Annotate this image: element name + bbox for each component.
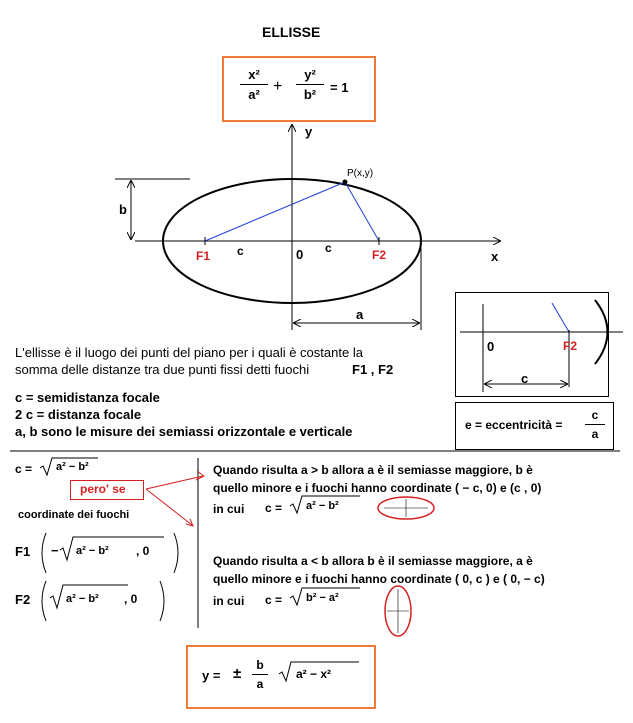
inset-f2-label: F2 <box>563 339 578 353</box>
equation-rhs: = 1 <box>330 80 349 95</box>
definition-foci: F1 , F2 <box>352 362 394 377</box>
case2-incui: in cui <box>213 594 245 608</box>
f1-radicand: a² − b² <box>76 545 109 557</box>
page-title: ELLISSE <box>262 24 321 40</box>
case2-c-eq: c = <box>265 593 283 607</box>
definition-line-1: L'ellisse è il luogo dei punti del piano per i quali è costante la <box>15 345 363 360</box>
case1-line-1: Quando risulta a > b allora a è il semiasse maggiore, b è <box>213 463 533 477</box>
definition-c: c = semidistanza focale <box>15 390 160 405</box>
foci-coords-label: coordinate dei fuochi <box>18 509 130 521</box>
f1-label: F1 <box>196 249 211 263</box>
case2-line-2: quello minore e i fuochi hanno coordinate ( 0, c ) e ( 0, − c) <box>213 572 545 586</box>
bottom-pm: ± <box>233 665 242 682</box>
inset-origin-label: 0 <box>487 339 495 354</box>
fraction-numerator: c <box>591 408 599 422</box>
a-label: a <box>356 307 364 322</box>
point-p <box>343 180 348 185</box>
case1-incui: in cui <box>213 502 245 516</box>
vertical-ellipse-icon <box>380 583 416 639</box>
f2-radicand: a² − b² <box>66 593 99 605</box>
case1-line-2: quello minore e i fuochi hanno coordinate ( − c, 0) e (c , 0) <box>213 481 542 495</box>
pero-se-label: pero' se <box>80 482 126 496</box>
fraction-denominator: a <box>256 677 264 691</box>
f2-coord-label: F2 <box>15 592 31 607</box>
inset-diagram <box>455 292 625 400</box>
case2-line-1: Quando risulta a < b allora b è il semiasse maggiore, a è <box>213 554 533 568</box>
fraction-denominator: b² <box>303 87 317 102</box>
case1-c-eq: c = <box>265 501 283 515</box>
plus-sign: + <box>273 78 283 95</box>
f1-coord-expression <box>36 530 216 576</box>
f1-rest: , 0 <box>136 544 150 558</box>
focal-line-f2 <box>345 182 379 241</box>
fraction-numerator: y² <box>304 67 316 82</box>
x-axis-label: x <box>491 249 499 264</box>
case2-radicand: b² − a² <box>306 592 339 604</box>
fraction-denominator: a <box>591 427 599 441</box>
y-axis-label: y <box>305 124 313 139</box>
eccentricity-fraction <box>585 408 605 441</box>
f2-rest: , 0 <box>124 592 138 606</box>
definition-line-2: somma delle distanze tra due punti fissi detti fuochi <box>15 362 310 377</box>
bottom-radicand: a² − x² <box>296 667 332 681</box>
focal-line-f1 <box>205 182 345 241</box>
fraction-denominator: a² <box>248 87 260 102</box>
point-label: P(x,y) <box>347 168 374 179</box>
c-left-label: c <box>237 244 244 258</box>
origin-label: 0 <box>296 247 304 262</box>
inset-c-label: c <box>521 371 529 386</box>
c-radicand: a² − b² <box>56 461 89 473</box>
f1-coord-label: F1 <box>15 544 31 559</box>
c-equation-label: c = <box>15 462 33 476</box>
f2-label: F2 <box>372 248 387 262</box>
definition-ab: a, b sono le misure dei semiassi orizzontale e verticale <box>15 424 353 439</box>
horizontal-ellipse-icon <box>374 494 438 522</box>
bottom-fraction <box>252 658 268 691</box>
f1-minus: − <box>51 543 59 558</box>
fraction-numerator: x² <box>248 67 260 82</box>
b-label: b <box>119 202 127 217</box>
c-right-label: c <box>325 241 332 255</box>
eccentricity-text: e = eccentricità = <box>465 418 563 432</box>
bottom-lhs: y = <box>202 668 221 683</box>
definition-2c: 2 c = distanza focale <box>15 407 142 422</box>
case1-radicand: a² − b² <box>306 500 339 512</box>
fraction-numerator: b <box>256 658 264 672</box>
